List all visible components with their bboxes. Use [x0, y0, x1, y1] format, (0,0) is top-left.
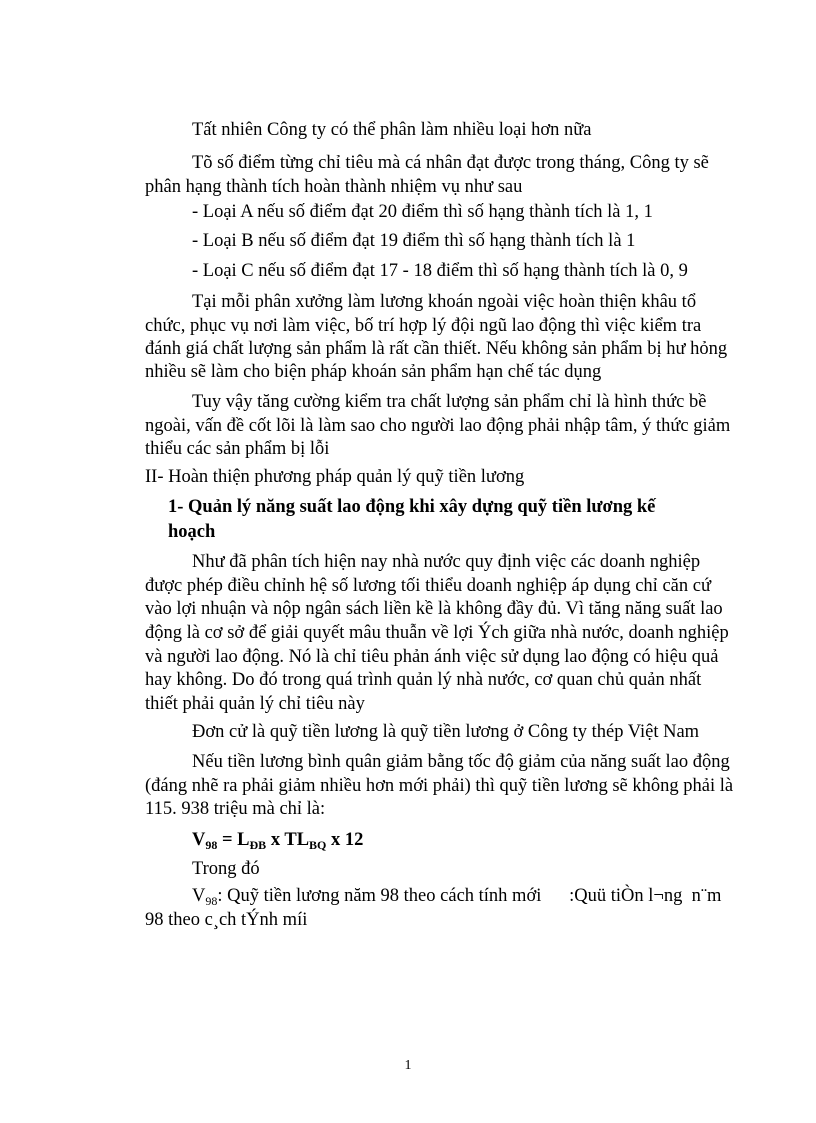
- text-line: Nếu tiền lương bình quân giảm bằng tốc độ giảm của năng suất lao động: [192, 752, 730, 772]
- text-line: chức, phục vụ nơi làm việc, bố trí hợp lý đội ngũ lao động thì việc kiểm tra: [145, 316, 702, 336]
- formula-v: V: [192, 830, 206, 850]
- list-item: - Loại C nếu số điểm đạt 17 - 18 điểm thì số hạng thành tích là 0, 9: [192, 261, 688, 281]
- text-line: Tất nhiên Công ty có thể phân làm nhiều loại hơn nữa: [192, 120, 592, 140]
- text-line: Tuy vậy tăng cường kiểm tra chất lượng sản phẩm chỉ là hình thức bề: [192, 392, 707, 412]
- text-line: Như đã phân tích hiện nay nhà nước quy định việc các doanh nghiệp: [192, 552, 701, 572]
- text-line: động là cơ sở để giải quyết mâu thuẫn về lợi Ých giữa nhà nước, doanh nghiệp: [145, 623, 729, 643]
- text-line: hay không. Do đó trong quá trình quản lý nhà nước, cơ quan chủ quản nhất: [145, 670, 702, 690]
- formula-eq: = L: [217, 830, 250, 850]
- text-line: Tõ số điểm từng chỉ tiêu mà cá nhân đạt được trong tháng, Công ty sẽ: [192, 153, 709, 173]
- def-text: : Quỹ tiền lương năm 98 theo cách tính mới :Quü tiÒn l¬ng n¨m: [217, 886, 722, 906]
- formula-x2: x 12: [326, 830, 364, 850]
- formula-x1: x TL: [266, 830, 310, 850]
- text-line: vào lợi nhuận và nộp ngân sách liền kề là không đầy đủ. Vì tăng năng suất lao: [145, 599, 723, 619]
- text-line: được phép điều chỉnh hệ số lương tối thiểu doanh nghiệp áp dụng chỉ căn cứ: [145, 576, 711, 596]
- text-line: (đáng nhẽ ra phải giảm nhiều hơn mới phải) thì quỹ tiền lương sẽ không phải là: [145, 776, 734, 796]
- section-heading: II- Hoàn thiện phương pháp quản lý quỹ tiền lương: [145, 467, 525, 487]
- def-symbol: V: [192, 886, 206, 906]
- text-line: thiểu các sản phẩm bị lỗi: [145, 439, 330, 459]
- formula-tl-sub: BQ: [309, 838, 327, 852]
- subsection-heading: 1- Quản lý năng suất lao động khi xây dựng quỹ tiền lương kế: [168, 497, 656, 517]
- text-line: và người lao động. Nó là chỉ tiêu phản ánh việc sử dụng lao động có hiệu quả: [145, 647, 719, 667]
- text-line: Tại mỗi phân xưởng làm lương khoán ngoài việc hoàn thiện khâu tổ: [192, 292, 697, 312]
- text-line: Đơn cử là quỹ tiền lương là quỹ tiền lương ở Công ty thép Việt Nam: [192, 722, 700, 742]
- subsection-heading-cont: hoạch: [168, 522, 216, 542]
- formula: [192, 828, 802, 857]
- formula-l-sub: ĐB: [249, 838, 267, 852]
- list-item: - Loại B nếu số điểm đạt 19 điểm thì số hạng thành tích là 1: [192, 231, 636, 251]
- text-line: phân hạng thành tích hoàn thành nhiệm vụ như sau: [145, 177, 523, 197]
- text-line: 115. 938 triệu mà chỉ là:: [145, 799, 326, 819]
- text-line: nhiều sẽ làm cho biện pháp khoán sản phẩm hạn chế tác dụng: [145, 362, 602, 382]
- list-item: - Loại A nếu số điểm đạt 20 điểm thì số hạng thành tích là 1, 1: [192, 202, 653, 222]
- text-line: ngoài, vấn đề cốt lõi là làm sao cho người lao động phải nhập tâm, ý thức giảm: [145, 416, 731, 436]
- page-number: 1: [404, 1058, 412, 1073]
- text-line: Trong đó: [192, 859, 260, 879]
- formula-v-sub: 98: [205, 838, 218, 852]
- text-line: thiết phải quản lý chỉ tiêu này: [145, 694, 365, 714]
- text-line: 98 theo c¸ch tÝnh míi: [145, 910, 308, 930]
- text-line: đánh giá chất lượng sản phẩm là rất cần thiết. Nếu không sản phẩm bị hư hỏng: [145, 339, 728, 359]
- def-symbol-sub: 98: [205, 894, 218, 908]
